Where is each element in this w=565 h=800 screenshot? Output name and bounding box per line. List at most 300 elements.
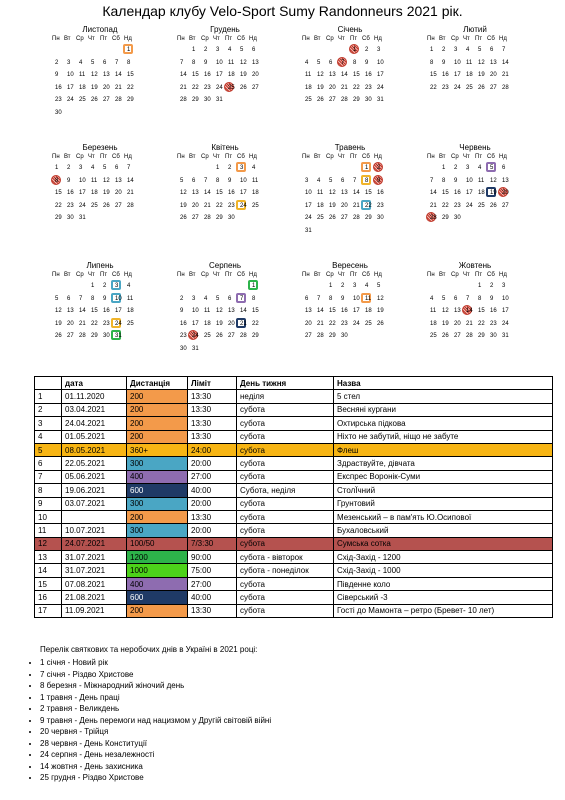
month-block <box>427 260 523 343</box>
day-number: 1 <box>430 47 434 53</box>
day-number: 9 <box>490 295 494 302</box>
weekday-label: Пт <box>225 154 233 160</box>
day-cell <box>475 318 487 331</box>
row-date: 01.11.2020 <box>62 390 127 403</box>
weekday-header <box>302 153 398 162</box>
day-cell <box>487 293 499 306</box>
day-number: 6 <box>252 47 256 53</box>
day-number: 4 <box>478 165 482 171</box>
day-cell <box>249 200 261 213</box>
day-number: 31 <box>216 97 223 103</box>
day-number: 25 <box>365 320 372 327</box>
day-number: 20 <box>454 320 461 327</box>
day-cell <box>64 330 76 343</box>
day-cell <box>52 107 64 120</box>
empty-cell <box>338 162 350 175</box>
day-cell <box>463 162 475 175</box>
day-cell <box>124 187 136 200</box>
row-distance: 300 <box>127 497 188 510</box>
day-cell <box>350 69 362 82</box>
day-cell <box>52 305 64 318</box>
day-number: 29 <box>91 333 98 339</box>
day-cell <box>362 44 374 57</box>
day-number: 15 <box>329 308 336 314</box>
day-number: 7 <box>317 295 321 302</box>
day-number: 25 <box>252 202 259 209</box>
row-limit: 13:30 <box>188 604 237 617</box>
day-cell <box>374 187 386 200</box>
day-number: 4 <box>365 283 369 289</box>
col-weekday-header: День тижня <box>237 377 334 390</box>
row-limit: 20:00 <box>188 524 237 537</box>
day-number: 27 <box>502 202 509 209</box>
day-number: 20 <box>67 320 74 327</box>
day-number: 14 <box>204 190 211 196</box>
day-number: 7 <box>466 295 470 302</box>
day-cell <box>52 175 64 188</box>
table-row <box>35 591 553 604</box>
day-cell <box>463 82 475 95</box>
day-cell <box>427 200 439 213</box>
day-cell <box>451 318 463 331</box>
row-weekday: субота <box>237 443 334 456</box>
day-cell <box>302 57 314 70</box>
day-number: 25 <box>430 333 437 339</box>
day-number: 26 <box>377 320 384 327</box>
weekday-label: Сб <box>112 272 120 278</box>
day-number: 26 <box>55 333 62 339</box>
day-number: 27 <box>115 202 122 209</box>
day-cell <box>439 330 451 343</box>
day-cell <box>213 44 225 57</box>
month-name: Травень <box>334 143 366 152</box>
weekday-label: Пт <box>350 154 358 160</box>
day-cell <box>237 318 249 331</box>
day-cell <box>124 82 136 95</box>
day-number: 26 <box>329 215 336 221</box>
weekday-label: Пт <box>350 272 358 278</box>
day-number: 23 <box>341 320 348 327</box>
day-cell <box>314 175 326 188</box>
day-number: 20 <box>228 320 235 327</box>
row-date: 11.09.2021 <box>62 604 127 617</box>
day-cell <box>374 44 386 57</box>
day-number: 11 <box>204 308 211 314</box>
empty-cell <box>52 44 64 57</box>
day-number: 30 <box>67 215 74 221</box>
day-number: 12 <box>103 177 110 184</box>
empty-cell <box>201 162 213 175</box>
row-limit: 27:00 <box>188 577 237 590</box>
day-number: 25 <box>204 333 211 339</box>
day-cell <box>302 330 314 343</box>
day-cell <box>451 200 463 213</box>
row-name: Південне коло <box>334 577 553 590</box>
month-name: Серпень <box>208 261 242 270</box>
day-cell <box>439 162 451 175</box>
day-cell <box>177 94 189 107</box>
empty-cell <box>76 44 88 57</box>
day-cell <box>451 82 463 95</box>
day-cell <box>427 69 439 82</box>
day-number: 7 <box>115 59 119 66</box>
day-number: 23 <box>228 202 235 209</box>
day-number: 18 <box>79 84 86 91</box>
day-number: 8 <box>329 295 333 302</box>
weekday-label: Вт <box>64 36 71 42</box>
day-grid <box>52 162 148 225</box>
day-cell <box>338 82 350 95</box>
weekday-label: Вт <box>64 154 71 160</box>
day-cell <box>302 305 314 318</box>
day-number: 11 <box>252 177 259 184</box>
row-distance: 200 <box>127 430 188 443</box>
weekday-header <box>302 35 398 44</box>
day-cell <box>314 187 326 200</box>
col-name-header: Назва <box>334 377 553 390</box>
day-number: 10 <box>353 295 360 302</box>
day-number: 6 <box>454 295 458 302</box>
day-cell <box>189 293 201 306</box>
holiday-item: • 9 травня - День перемоги над нацизмом у Другій світовій війні <box>40 715 271 727</box>
day-number: 21 <box>353 202 360 209</box>
day-cell <box>475 44 487 57</box>
day-cell <box>237 200 249 213</box>
row-weekday: неділя <box>237 390 334 403</box>
day-cell <box>100 187 112 200</box>
day-number: 6 <box>67 295 71 302</box>
weekday-label: Вт <box>64 272 71 278</box>
day-number: 26 <box>490 202 497 209</box>
day-number: 17 <box>502 308 509 314</box>
month-block <box>302 142 398 237</box>
day-cell <box>374 305 386 318</box>
weekday-label: Пт <box>225 272 233 278</box>
day-cell <box>88 69 100 82</box>
day-number: 10 <box>466 177 473 184</box>
day-number: 17 <box>192 320 199 327</box>
day-cell <box>374 57 386 70</box>
day-cell <box>249 175 261 188</box>
weekday-label: Нд <box>374 154 382 160</box>
day-cell <box>439 82 451 95</box>
day-number: 5 <box>478 47 482 53</box>
day-number: 23 <box>55 97 62 103</box>
day-number: 24 <box>67 97 74 103</box>
weekday-label: Ср <box>326 154 334 160</box>
day-number: 5 <box>490 165 494 171</box>
weekday-label: Вт <box>314 272 321 278</box>
day-cell <box>499 187 511 200</box>
day-cell <box>427 44 439 57</box>
row-number: 12 <box>35 537 62 550</box>
empty-cell <box>100 44 112 57</box>
day-cell <box>314 318 326 331</box>
weekday-label: Вт <box>439 154 446 160</box>
weekday-header <box>177 153 273 162</box>
weekday-label: Вт <box>189 154 196 160</box>
day-cell <box>237 82 249 95</box>
day-cell <box>302 225 314 238</box>
row-name: Мезенський – в пам'ять Ю.Осипової <box>334 510 553 523</box>
table-row <box>35 510 553 523</box>
day-cell <box>237 305 249 318</box>
day-cell <box>189 187 201 200</box>
weekday-label: Пн <box>177 36 185 42</box>
day-number: 21 <box>180 84 187 91</box>
weekday-label: Нд <box>249 154 257 160</box>
day-number: 15 <box>442 190 449 196</box>
day-cell <box>124 94 136 107</box>
day-number: 8 <box>442 177 446 184</box>
month-name: Вересень <box>332 261 368 270</box>
day-number: 16 <box>442 72 449 78</box>
weekday-label: Нд <box>499 272 507 278</box>
weekday-label: Сб <box>362 154 370 160</box>
day-cell <box>201 44 213 57</box>
day-cell <box>189 69 201 82</box>
table-row <box>35 430 553 443</box>
day-cell <box>76 330 88 343</box>
day-cell <box>100 175 112 188</box>
day-number: 12 <box>55 308 62 314</box>
day-number: 9 <box>228 177 232 184</box>
day-number: 3 <box>353 283 357 289</box>
day-number: 15 <box>430 72 437 78</box>
weekday-header <box>427 153 523 162</box>
day-number: 28 <box>502 84 509 91</box>
day-number: 14 <box>127 177 134 184</box>
weekday-label: Чт <box>338 272 345 278</box>
day-number: 31 <box>502 333 509 339</box>
empty-cell <box>201 280 213 293</box>
day-number: 11 <box>317 190 324 196</box>
day-number: 17 <box>305 202 312 209</box>
weekday-label: Сб <box>487 154 495 160</box>
day-cell <box>338 330 350 343</box>
day-cell <box>100 82 112 95</box>
row-date: 08.05.2021 <box>62 443 127 456</box>
day-cell <box>237 69 249 82</box>
table-row <box>35 604 553 617</box>
day-number: 20 <box>490 72 497 78</box>
day-number: 24 <box>115 320 122 327</box>
day-cell <box>350 280 362 293</box>
day-number: 26 <box>240 84 247 91</box>
day-number: 27 <box>192 215 199 221</box>
weekday-label: Чт <box>88 272 95 278</box>
day-number: 30 <box>341 333 348 339</box>
empty-cell <box>189 162 201 175</box>
day-cell <box>189 200 201 213</box>
day-cell <box>362 280 374 293</box>
weekday-header <box>52 153 148 162</box>
day-number: 24 <box>502 320 509 327</box>
day-number: 18 <box>365 308 372 314</box>
day-cell <box>302 212 314 225</box>
day-number: 13 <box>67 308 74 314</box>
day-cell <box>487 44 499 57</box>
day-cell <box>177 175 189 188</box>
day-number: 20 <box>329 84 336 91</box>
day-cell <box>237 162 249 175</box>
weekday-label: Нд <box>374 272 382 278</box>
empty-cell <box>326 162 338 175</box>
day-cell <box>124 162 136 175</box>
day-number: 23 <box>365 84 372 91</box>
day-number: 31 <box>192 345 199 352</box>
day-cell <box>338 200 350 213</box>
day-grid <box>177 162 273 225</box>
day-cell <box>350 318 362 331</box>
row-weekday: субота - вівторок <box>237 551 334 564</box>
month-name: Лютий <box>463 25 487 34</box>
day-cell <box>338 57 350 70</box>
day-cell <box>213 293 225 306</box>
month-name: Січень <box>337 25 363 34</box>
day-cell <box>52 82 64 95</box>
day-number: 21 <box>341 84 348 91</box>
day-number: 1 <box>442 165 446 171</box>
day-cell <box>499 175 511 188</box>
weekday-label: Пн <box>302 272 310 278</box>
day-cell <box>225 57 237 70</box>
row-number: 2 <box>35 403 62 416</box>
table-row <box>35 537 553 550</box>
day-cell <box>249 280 261 293</box>
day-number: 10 <box>79 177 86 184</box>
day-number: 10 <box>216 59 223 66</box>
day-cell <box>463 200 475 213</box>
day-number: 4 <box>79 59 83 66</box>
day-number: 30 <box>377 215 384 221</box>
holiday-item: • 2 травня - Великдень <box>40 703 271 715</box>
day-number: 2 <box>67 165 71 171</box>
day-number: 5 <box>377 283 381 289</box>
day-cell <box>487 162 499 175</box>
day-number: 19 <box>377 308 384 314</box>
day-cell <box>362 318 374 331</box>
day-cell <box>463 293 475 306</box>
day-number: 22 <box>216 202 223 209</box>
day-cell <box>177 318 189 331</box>
row-weekday: субота <box>237 510 334 523</box>
day-cell <box>76 57 88 70</box>
day-number: 1 <box>55 165 59 171</box>
events-table <box>34 376 553 618</box>
weekday-label: Пт <box>475 36 483 42</box>
day-number: 2 <box>103 283 107 289</box>
row-weekday: субота <box>237 524 334 537</box>
row-number: 16 <box>35 591 62 604</box>
day-cell <box>112 305 124 318</box>
holidays-list <box>22 657 271 784</box>
table-row <box>35 524 553 537</box>
day-number: 18 <box>466 72 473 78</box>
day-number: 14 <box>240 308 247 314</box>
day-cell <box>338 305 350 318</box>
weekday-label: Сб <box>362 36 370 42</box>
day-cell <box>374 69 386 82</box>
weekday-label: Пт <box>475 154 483 160</box>
day-number: 17 <box>216 72 223 78</box>
day-number: 22 <box>252 320 259 327</box>
row-name: 5 стел <box>334 390 553 403</box>
day-number: 20 <box>115 190 122 196</box>
row-number: 15 <box>35 577 62 590</box>
weekday-label: Сб <box>112 154 120 160</box>
day-cell <box>362 187 374 200</box>
day-number: 2 <box>180 295 184 302</box>
day-cell <box>201 330 213 343</box>
day-cell <box>475 330 487 343</box>
day-number: 19 <box>216 320 223 327</box>
day-cell <box>112 318 124 331</box>
day-cell <box>463 69 475 82</box>
day-number: 17 <box>454 72 461 78</box>
day-cell <box>314 200 326 213</box>
table-row <box>35 403 553 416</box>
weekday-label: Сб <box>237 272 245 278</box>
day-number: 8 <box>353 59 357 66</box>
day-cell <box>302 175 314 188</box>
day-number: 16 <box>67 190 74 196</box>
day-cell <box>249 69 261 82</box>
day-number: 10 <box>240 177 247 184</box>
row-name: Сумська сотка <box>334 537 553 550</box>
row-number: 8 <box>35 484 62 497</box>
weekday-label: Вт <box>314 154 321 160</box>
row-distance: 100/50 <box>127 537 188 550</box>
day-number: 17 <box>240 190 247 196</box>
day-cell <box>338 212 350 225</box>
row-date: 03.07.2021 <box>62 497 127 510</box>
day-cell <box>314 57 326 70</box>
day-cell <box>88 94 100 107</box>
day-cell <box>52 187 64 200</box>
day-cell <box>177 57 189 70</box>
weekday-label: Чт <box>338 36 345 42</box>
day-cell <box>302 200 314 213</box>
row-distance: 200 <box>127 510 188 523</box>
weekday-label: Вт <box>189 36 196 42</box>
day-number: 19 <box>442 320 449 327</box>
row-date: 05.06.2021 <box>62 470 127 483</box>
day-cell <box>100 162 112 175</box>
day-cell <box>112 69 124 82</box>
day-number: 17 <box>353 308 360 314</box>
day-cell <box>64 69 76 82</box>
day-number: 24 <box>377 84 384 91</box>
day-number: 30 <box>204 97 211 103</box>
day-cell <box>88 305 100 318</box>
day-cell <box>451 187 463 200</box>
day-number: 1 <box>365 165 369 171</box>
day-cell <box>112 57 124 70</box>
day-number: 9 <box>204 59 208 66</box>
table-row <box>35 497 553 510</box>
row-limit: 75:00 <box>188 564 237 577</box>
day-number: 24 <box>353 320 360 327</box>
weekday-header <box>177 35 273 44</box>
day-number: 13 <box>341 190 348 196</box>
day-cell <box>487 330 499 343</box>
row-distance: 200 <box>127 604 188 617</box>
row-number: 17 <box>35 604 62 617</box>
day-number: 19 <box>317 84 324 91</box>
row-name: Схід-Захід - 1200 <box>334 551 553 564</box>
day-cell <box>463 57 475 70</box>
